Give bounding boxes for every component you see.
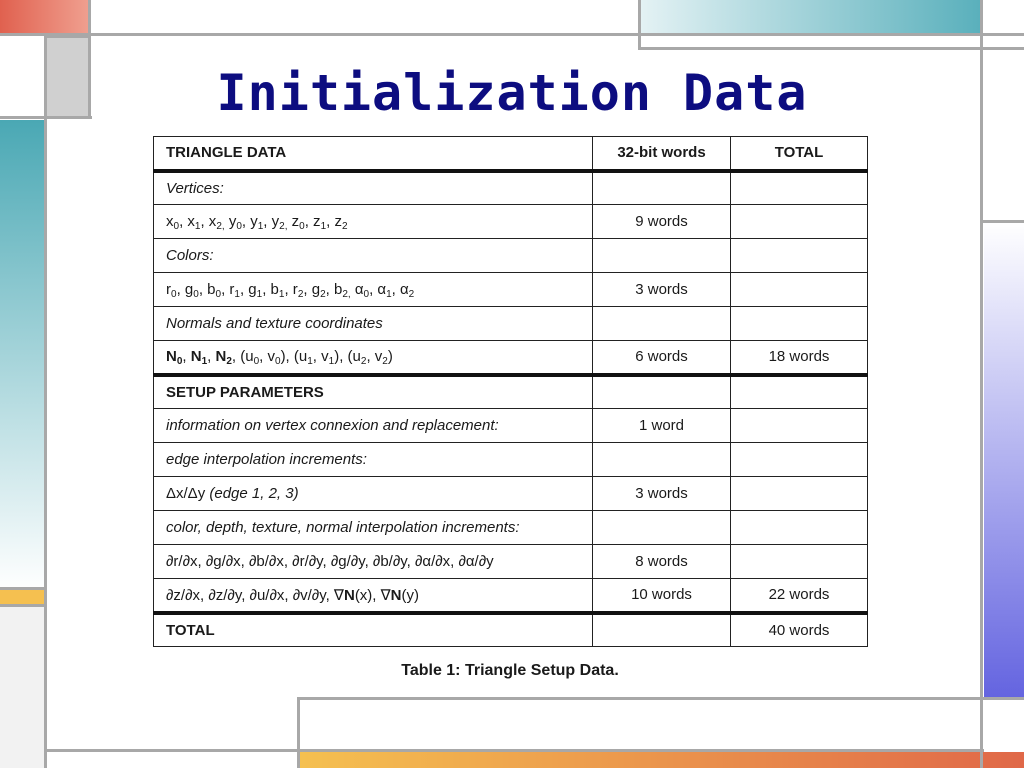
row-label: ∂z/∂x, ∂z/∂y, ∂u/∂x, ∂v/∂y, ∇N(x), ∇N(y): [154, 579, 593, 613]
row-words: [593, 375, 731, 409]
row-words: 1 word: [593, 409, 731, 443]
row-words: 10 words: [593, 579, 731, 613]
triangle-setup-table: [153, 136, 868, 647]
grid-line: [0, 604, 45, 607]
table-row: [154, 409, 868, 443]
row-total: [731, 477, 868, 511]
row-label: $r_0$, $g_0$, $b_0$, $r_1$, $g_1$, $b_1$, $r_2$, $g_2$, $b_{2,}$ $\alpha_0$, $\alpha_1$, $\alpha_2$: [154, 273, 593, 307]
table-row: [154, 477, 868, 511]
row-label: Δx/Δy (edge 1, 2, 3): [154, 477, 593, 511]
row-label: Colors:: [154, 239, 593, 273]
decor-orange-block-top-left: [0, 0, 90, 33]
table-caption: Table 1: Triangle Setup Data.: [401, 662, 619, 679]
decor-teal-block-top-right: [640, 0, 980, 34]
row-total: 22 words: [731, 579, 868, 613]
table-row: [154, 341, 868, 375]
table-header-row: [154, 137, 868, 171]
row-label: Normals and texture coordinates: [154, 307, 593, 341]
row-total: [731, 375, 868, 409]
grid-line: [297, 697, 1024, 700]
row-total: [731, 511, 868, 545]
row-total: [731, 307, 868, 341]
grid-line: [297, 697, 300, 768]
row-label: SETUP PARAMETERS: [154, 375, 593, 409]
row-total: 40 words: [731, 613, 868, 647]
grid-line: [44, 36, 47, 768]
table-row: [154, 443, 868, 477]
decor-blue-strip-right: [984, 222, 1024, 698]
grid-line: [638, 47, 1024, 50]
header-triangle-data: TRIANGLE DATA: [154, 137, 593, 171]
row-total: [731, 171, 868, 205]
row-label: edge interpolation increments:: [154, 443, 593, 477]
table-row: [154, 545, 868, 579]
row-label: information on vertex connexion and replacement:: [154, 409, 593, 443]
row-words: [593, 443, 731, 477]
table-row: [154, 273, 868, 307]
table-row: [154, 171, 868, 205]
grid-line: [44, 749, 984, 752]
row-words: [593, 171, 731, 205]
table-row: [154, 613, 868, 647]
row-words: [593, 511, 731, 545]
row-words: 9 words: [593, 205, 731, 239]
slide-title: Initialization Data: [216, 64, 808, 122]
row-total: [731, 239, 868, 273]
grid-line: [980, 220, 1024, 223]
table-row: [154, 307, 868, 341]
header-32bit-words: 32-bit words: [593, 137, 731, 171]
decor-orange-bar-bottom: [300, 752, 1024, 768]
row-label: $N_0$, $N_1$, $N_2$, ($u_0$, $v_0$), ($u_1$, $v_1$), ($u_2$, $v_2$): [154, 341, 593, 375]
table-row: [154, 205, 868, 239]
row-label: ∂r/∂x, ∂g/∂x, ∂b/∂x, ∂r/∂y, ∂g/∂y, ∂b/∂y, ∂α/∂x, ∂α/∂y: [154, 545, 593, 579]
row-total: [731, 273, 868, 307]
row-words: 3 words: [593, 273, 731, 307]
row-total: [731, 409, 868, 443]
header-total: TOTAL: [731, 137, 868, 171]
table-row: [154, 511, 868, 545]
row-label: color, depth, texture, normal interpolation increments:: [154, 511, 593, 545]
row-label: $x_0$, $x_1$, $x_{2,}$ $y_0$, $y_1$, $y_{2,}$ $z_0$, $z_1$, $z_2$: [154, 205, 593, 239]
row-total: 18 words: [731, 341, 868, 375]
decor-grey-block-bottom-left: [0, 606, 45, 768]
grid-line: [638, 0, 641, 50]
decor-yellow-bar-left: [0, 590, 45, 604]
row-words: 6 words: [593, 341, 731, 375]
row-words: [593, 239, 731, 273]
row-total: [731, 545, 868, 579]
grid-line: [0, 33, 1024, 36]
decor-teal-strip-left: [0, 120, 45, 590]
row-words: [593, 307, 731, 341]
row-words: 8 words: [593, 545, 731, 579]
grid-line: [0, 587, 45, 590]
table-row: [154, 375, 868, 409]
row-total: [731, 443, 868, 477]
row-words: 3 words: [593, 477, 731, 511]
row-label: TOTAL: [154, 613, 593, 647]
table-row: [154, 239, 868, 273]
row-total: [731, 205, 868, 239]
row-words: [593, 613, 731, 647]
row-label: Vertices:: [154, 171, 593, 205]
table-row: [154, 579, 868, 613]
